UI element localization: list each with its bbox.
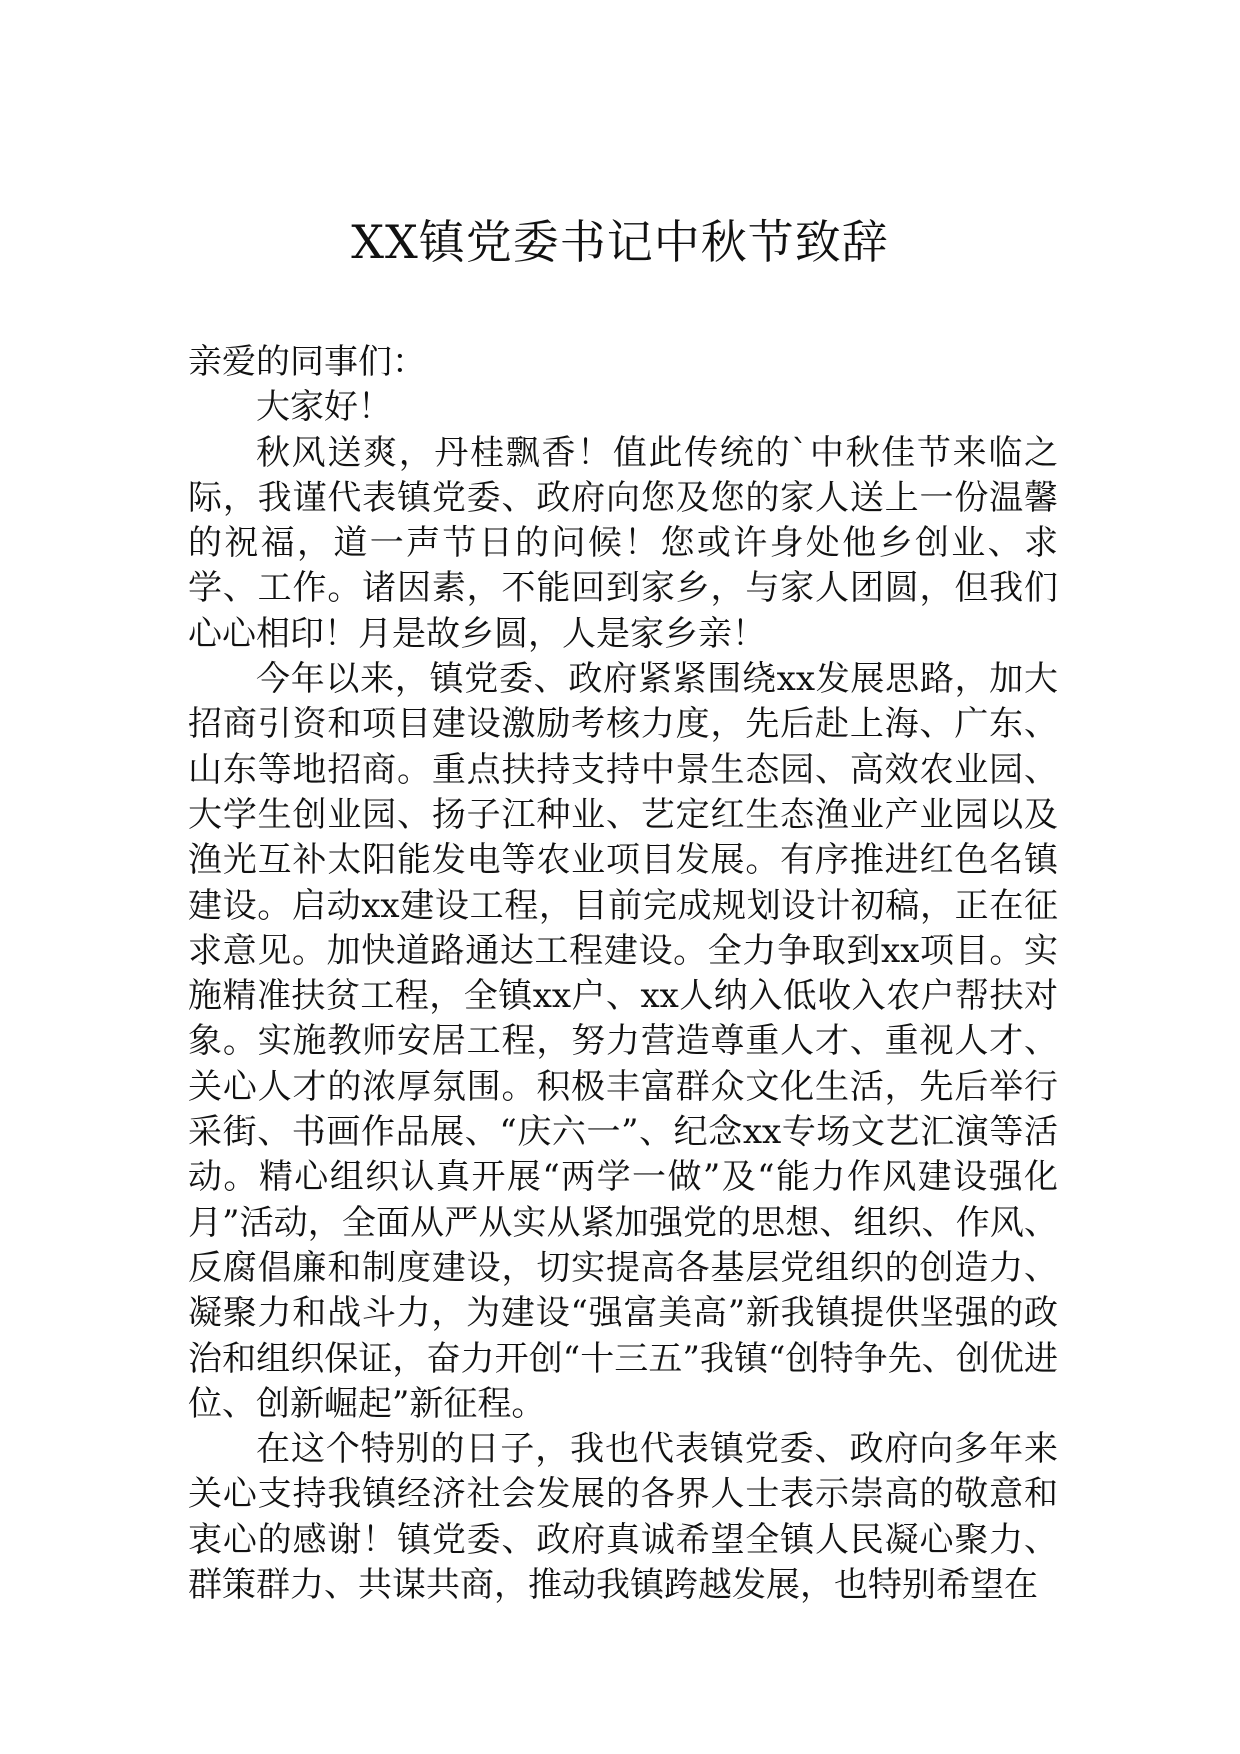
paragraph-thanks: 在这个特别的日子，我也代表镇党委、政府向多年来关心支持我镇经济社会发展的各界人士表示崇高的敬意和衷心的感谢！镇党委、政府真诚希望全镇人民凝心聚力、群策群力、共谋共商，推动我镇跨越发展，也特别希望在	[188, 1429, 1058, 1606]
paragraph-festival-wishes: 秋风送爽，丹桂飘香！值此传统的`中秋佳节来临之际，我谨代表镇党委、政府向您及您的家人送上一份温馨的祝福，道一声节日的问候！您或许身处他乡创业、求学、工作。诸因素，不能回到家乡，与家人团圆，但我们心心相印！月是故乡圆，人是家乡亲！	[188, 432, 1058, 654]
salutation: 亲爱的同事们：	[188, 342, 426, 382]
paragraph-greeting: 大家好！	[256, 387, 392, 428]
document-body	[188, 340, 1058, 1608]
document-title: XX镇党委书记中秋节致辞	[351, 215, 889, 269]
paragraph-work-review: 今年以来，镇党委、政府紧紧围绕xx发展思路，加大招商引资和项目建设激励考核力度，先后赴上海、广东、山东等地招商。重点扶持支持中景生态园、高效农业园、大学生创业园、扬子江种业、艺定红生态渔业产业园以及渔光互补太阳能发电等农业项目发展。有序推进红色名镇建设。启动xx建设工程，目前完成规划设计初稿，正在征求意见。加快道路通达工程建设。全力争取到xx项目。实施精准扶贫工程，全镇xx户、xx人纳入低收入农户帮扶对象。实施教师安居工程，努力营造尊重人才、重视人才、关心人才的浓厚氛围。积极丰富群众文化生活，先后举行采街、书画作品展、“庆六一”、纪念xx专场文艺汇演等活动。精心组织认真开展“两学一做”及“能力作风建设强化月”活动，全面从严从实从紧加强党的思想、组织、作风、反腐倡廉和制度建设，切实提高各基层党组织的创造力、凝聚力和战斗力，为建设“强富美高”新我镇提供坚强的政治和组织保证，奋力开创“十三五”我镇“创特争先、创优进位、创新崛起”新征程。	[188, 659, 1058, 1424]
